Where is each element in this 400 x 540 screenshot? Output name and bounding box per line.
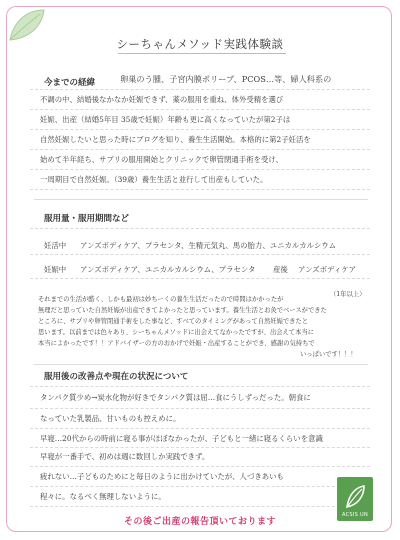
improvement-line: 疲れない…子どものためにと毎日のように出かけていたが、人づきあいも: [40, 472, 284, 481]
ruled-line: [30, 428, 370, 429]
ruled-line: [30, 169, 370, 170]
improvement-line: 早寝…20代からの時前に寝る事がほぼなかったが、子どもと一緒に寝るくらいを意識: [40, 434, 323, 443]
ruled-line: [30, 447, 370, 448]
history-line: 一周期目で自然妊娠。（39歳）養生生活と並行して出産もしていた。: [40, 175, 268, 184]
ruled-line: [30, 89, 370, 90]
history-line: 始めて半年経ち、サプリの服用開始とクリニックで卵管閉通手術を受け、: [40, 155, 283, 164]
pregnancy-items: アンズボディケア、ユニカルカルシウム、プラセンタ: [80, 265, 256, 274]
ruled-line: [30, 466, 370, 467]
ruled-line: [30, 278, 370, 279]
history-line: 自然妊娠したいと思った時にブログを知り、養生生活開始。本格的に第2子妊活を: [40, 135, 311, 144]
pregnancy-label: 妊娠中: [44, 265, 67, 274]
improvement-line: 早寝が一番手で、初めは週に数回しか実践できず。: [40, 452, 210, 461]
ruled-line: [30, 486, 370, 487]
history-line: 卵巣のう腫、子宮内膜ポリープ、PCOS…等、婦人科系の: [120, 74, 332, 84]
ruled-line: [30, 386, 370, 387]
reflection-line: 無理だと思っていた自然妊娠が出産できてよかったと思っています。養生生活とお灸でベースができた: [38, 307, 327, 314]
history-line: 不調の中、結婚後なかなか妊娠できず、薬の服用を重ね、体外受精を選び: [40, 95, 284, 104]
ruled-line: [30, 129, 370, 130]
ruled-line: [30, 109, 370, 110]
reflection-line: 本当によかったです！！アドバイザーの方のおかげで妊娠・出産することができ、感謝の気持ちで: [38, 340, 315, 347]
during-activity-label: 妊活中: [44, 241, 67, 250]
improvement-line: タンパク質少め→炭水化物が好きでタンパク質は屈…食にうしずっだった。朝食に: [40, 393, 311, 402]
postpartum-items: アンズボディケア: [298, 265, 357, 274]
ruled-line: [30, 228, 370, 229]
ruled-line: [30, 254, 370, 255]
section-divider: [34, 199, 368, 200]
title-underline: [118, 53, 286, 54]
improvements-label: 服用後の改善点や現在の状況について: [44, 370, 191, 382]
reflection-line: 思います。以前までは色々あり、シーちゃんメソッドに出会えてなかったですが、出会えて本当に: [38, 329, 315, 336]
logo-text: ACSIS UN: [341, 512, 369, 518]
postpartum-label: 産後: [273, 265, 288, 274]
reflection-line: ところに、サプリや卵管閉通手術をした事など、すべてのタイミングがあって自然妊娠できたと: [38, 318, 309, 325]
reflection-line: それまでの生活が酷く、しかも最初は妙ちーくの養生生活だったので時間はかかったが: [38, 296, 284, 303]
supplements-label: 服用量・服用期間など: [44, 212, 132, 224]
during-activity-items: アンズボディケア、プラセンタ、生精元気丸、馬の胎力、ユニカルカルシウム: [80, 241, 336, 250]
reflection-line: いっぱいです！！！: [300, 351, 357, 358]
improvement-line: なっていた乳製品、甘いものも控えめに。: [40, 414, 181, 423]
ruled-line: [30, 189, 370, 190]
ruled-line: [30, 408, 370, 409]
page-title: シーちゃんメソッド実践体験談: [116, 37, 284, 51]
section-divider: [34, 364, 368, 365]
ruled-line: [30, 149, 370, 150]
ruled-line: [30, 506, 370, 507]
aside-note: （1年以上）: [330, 291, 366, 298]
history-label: 今までの経緯: [44, 76, 98, 88]
footer-banner: その後ご出産の報告頂いております: [123, 517, 276, 527]
improvement-line: 程々に。なるべく無理しないように。: [40, 492, 166, 501]
history-line: 妊娠、出産（結婚5年目 35歳で妊娠）年齢も更に高くなっていたが第2子は: [40, 115, 291, 124]
leaf-logo-icon: [337, 481, 373, 513]
